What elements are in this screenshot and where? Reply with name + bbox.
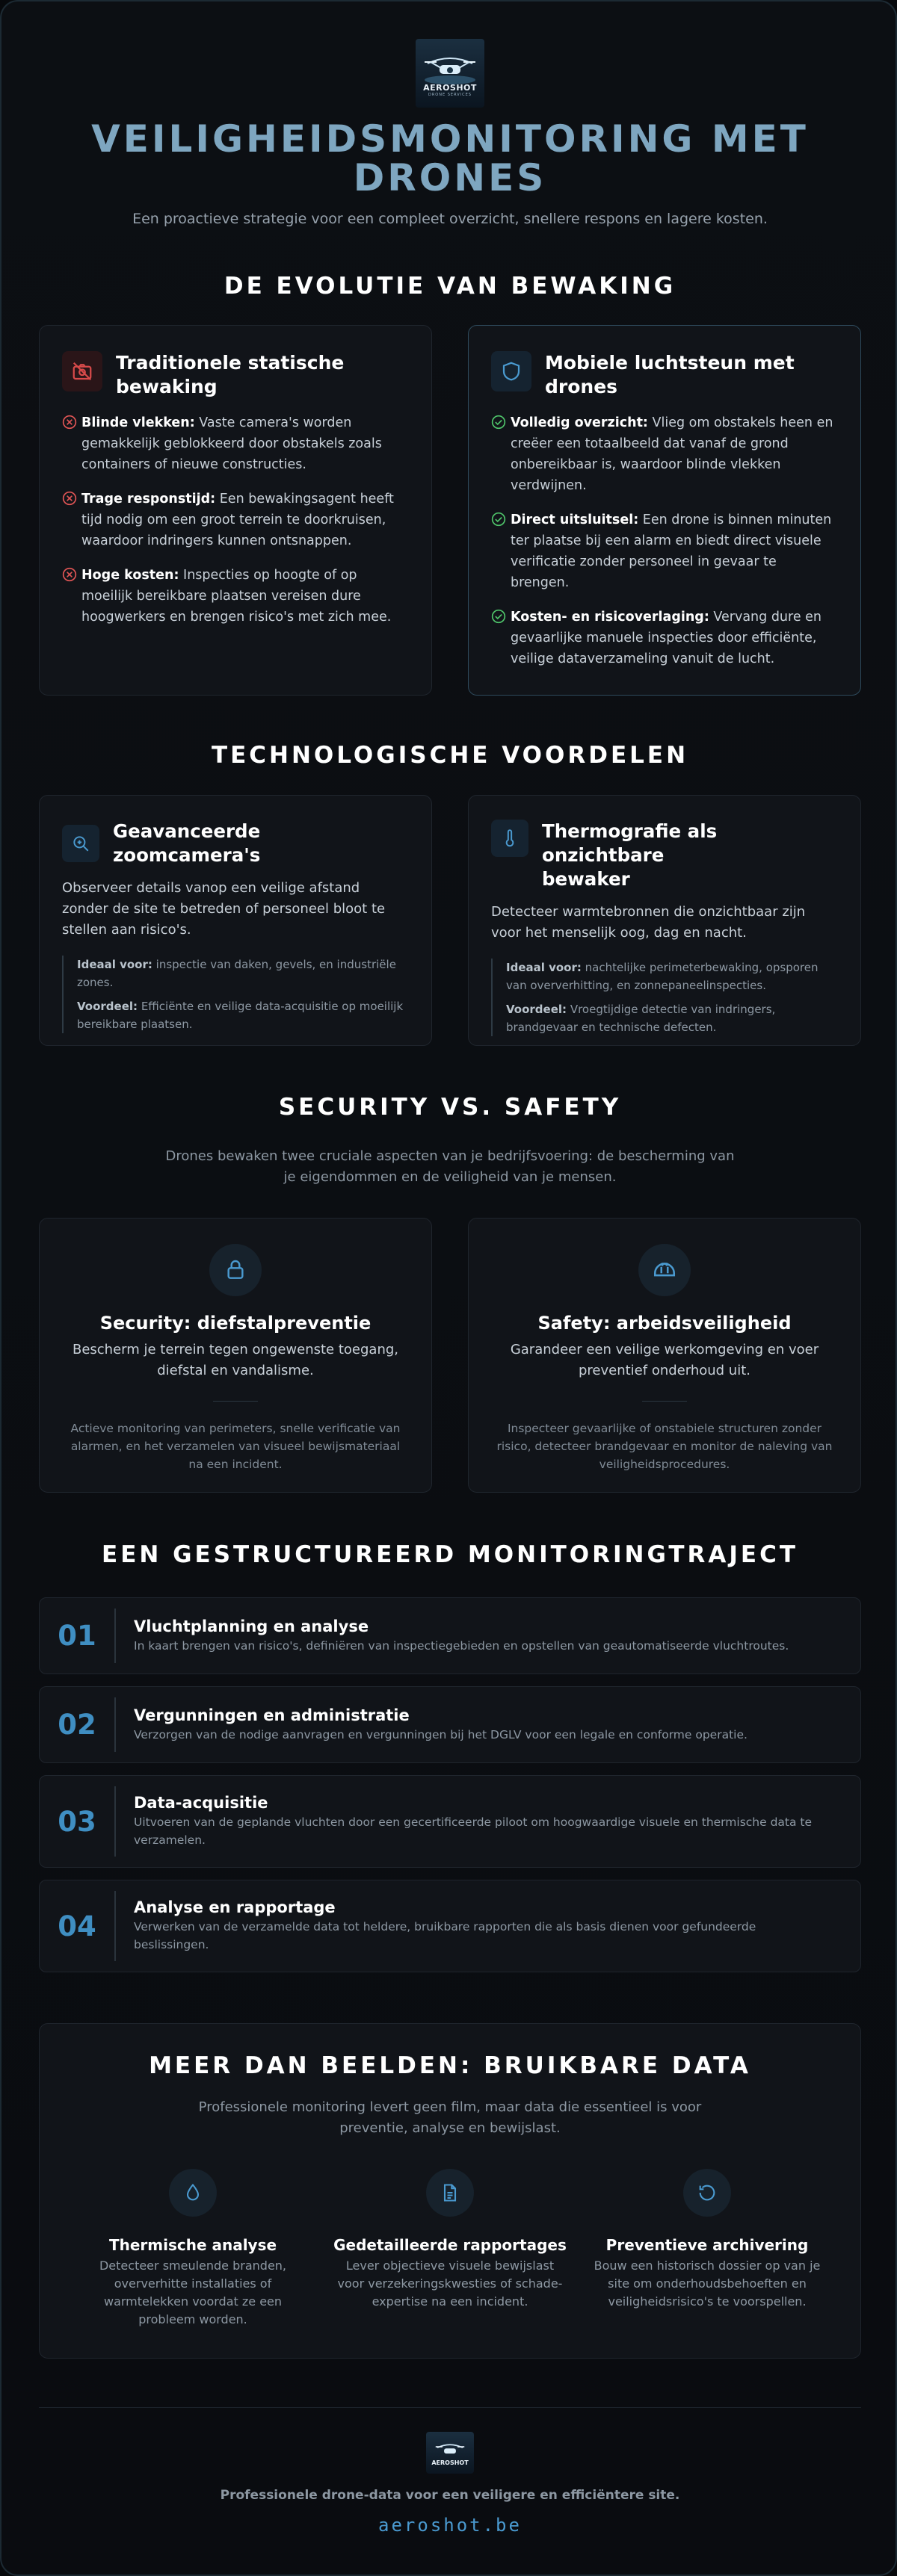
process-step — [39, 1775, 861, 1868]
x-circle-icon — [62, 415, 81, 475]
mobile-card — [468, 325, 861, 696]
step-text: Uitvoeren van de geplande vluchten door een gecertificeerde piloot om hoogwaardige visuele en thermische data te verzamelen. — [134, 1815, 813, 1847]
step-text: Verwerken van de verzamelde data tot heldere, bruikbare rapporten die als basis dienen voor gefundeerde beslissingen. — [134, 1920, 756, 1951]
mobile-card-title: Mobiele luchtsteun met drones — [545, 352, 795, 397]
x-circle-icon — [62, 567, 81, 628]
step-title: Vergunningen en administratie — [134, 1706, 410, 1724]
step-number: 04 — [58, 1910, 96, 1942]
safety-lead: Garandeer een veilige werkomgeving en voer preventief onderhoud uit. — [510, 1342, 819, 1378]
hard-hat-icon — [638, 1244, 691, 1296]
page-subtitle: Een proactieve strategie voor een compleet overzicht, snellere respons en lagere kosten. — [132, 211, 768, 227]
droplet-icon — [169, 2169, 217, 2217]
document-icon — [426, 2169, 474, 2217]
list-item: Kosten- en risicoverlaging: Vervang dure en gevaarlijke manuele inspecties door efficiënte, veilige dataverzameling vanuit de lucht. — [491, 607, 838, 669]
drone-logo-icon — [422, 50, 478, 84]
list-item: Volledig overzicht: Vlieg om obstakels heen en creëer een totaalbeeld dat vanaf de grond onbereikbaar is, waardoor blinde vlekken verdwijnen. — [491, 412, 838, 496]
thermo-card-body: Detecteer warmtebronnen die onzichtbaar zijn voor het menselijk oog, dag en nacht. — [491, 904, 806, 941]
column-title: Preventieve archivering — [605, 2236, 809, 2254]
check-circle-icon — [491, 512, 511, 593]
process-step — [39, 1880, 861, 1972]
data-column — [327, 2169, 573, 2329]
process-step — [39, 1686, 861, 1763]
lock-icon — [209, 1244, 262, 1296]
thermo-card-details: Ideaal voor: nachtelijke perimeterbewaking, opsporen van oververhitting, en zonnepaneelinspecties. Voordeel: Vroegtijdige detectie van indringers, brandgevaar en technische defecten. — [491, 959, 838, 1036]
column-title: Gedetailleerde rapportages — [333, 2236, 567, 2254]
traditional-card — [39, 325, 432, 696]
zoom-card — [39, 795, 432, 1046]
thermo-card-title: Thermografie als onzichtbare bewaker — [542, 820, 718, 890]
logo-subtext: DRONE SERVICES — [428, 92, 472, 97]
zoom-card-details: Ideaal voor: inspectie van daken, gevels, en industriële zones. Voordeel: Efficiënte en veilige data-acquisitie op moeilijk bereikbare plaatsen. — [62, 956, 409, 1033]
security-detail: Actieve monitoring van perimeters, snelle verificatie van alarmen, en het verzamelen van visueel bewijsmateriaal na een incident. — [70, 1422, 401, 1471]
security-lead: Bescherm je terrein tegen ongewenste toegang, diefstal en vandalisme. — [72, 1342, 399, 1378]
thermometer-icon — [491, 820, 528, 857]
divider — [642, 1401, 687, 1402]
zoom-icon — [62, 825, 99, 862]
section-title-tech: TECHNOLOGISCHE VOORDELEN — [211, 742, 689, 769]
step-number: 01 — [58, 1620, 96, 1652]
footer-divider — [39, 2407, 861, 2408]
data-intro: Professionele monitoring levert geen film, maar data die essentieel is voor preventie, analyse en bewijslast. — [198, 2099, 702, 2136]
column-text: Bouw een historisch dossier op van je site om onderhoudsbehoeften en veiligheidsrisico's te voorspellen. — [594, 2258, 821, 2309]
column-text: Lever objectieve visuele bewijslast voor verzekeringskwesties of schade- expertise na een incident. — [337, 2258, 563, 2309]
section-title-data: MEER DAN BEELDEN: BRUIKBARE DATA — [149, 2052, 751, 2079]
step-text: In kaart brengen van risico's, definiëren van inspectiegebieden en opstellen van geautomatiseerde vluchtroutes. — [134, 1638, 789, 1653]
step-number: 03 — [58, 1805, 96, 1838]
check-circle-icon — [491, 415, 511, 496]
thermo-card — [468, 795, 861, 1046]
security-title: Security: diefstalpreventie — [99, 1313, 372, 1334]
step-number: 02 — [58, 1709, 96, 1741]
section-title-svs: SECURITY VS. SAFETY — [278, 1094, 622, 1121]
safety-title: Safety: arbeidsveiligheid — [537, 1313, 792, 1334]
step-title: Vluchtplanning en analyse — [134, 1617, 369, 1635]
step-title: Analyse en rapportage — [134, 1898, 336, 1916]
page-title — [1, 117, 897, 199]
data-column — [70, 2169, 316, 2329]
brand-logo — [416, 39, 484, 108]
hero — [1, 99, 897, 227]
drone-logo-icon — [431, 2440, 469, 2459]
page-title-line2: DRONES — [353, 156, 547, 199]
check-circle-icon — [491, 609, 511, 669]
list-item: Direct uitsluitsel: Een drone is binnen minuten ter plaatse bij een alarm en biedt direct visuele verificatie zonder personeel in gevaar te brengen. — [491, 510, 838, 593]
page-title-line1: VEILIGHEIDSMONITORING MET — [91, 117, 809, 161]
shield-icon — [491, 351, 531, 391]
list-item: Hoge kosten: Inspecties op hoogte of op moeilijk bereikbare plaatsen vereisen dure hoogwerkers en brengen risico's met zich mee. — [62, 565, 409, 628]
section-title-process: EEN GESTRUCTUREERD MONITORINGTRAJECT — [102, 1541, 798, 1568]
list-item: Trage responstijd: Een bewakingsagent heeft tijd nodig om een groot terrein te doorkruisen, waardoor indringers kunnen ontsnappen. — [62, 489, 409, 551]
safety-detail: Inspecteer gevaarlijke of onstabiele structuren zonder risico, detecteer brandgevaar en monitor de naleving van veiligheidsprocedures. — [496, 1422, 833, 1471]
security-card — [39, 1218, 432, 1493]
column-text: Detecteer smeulende branden, oververhitte installaties of warmtelekken voordat ze een probleem worden. — [99, 2258, 287, 2326]
data-column — [584, 2169, 830, 2329]
list-item: Blinde vlekken: Vaste camera's worden gemakkelijk geblokkeerd door obstakels zoals containers of nieuwe constructies. — [62, 412, 409, 475]
camera-off-icon — [62, 351, 102, 391]
logo-text: AEROSHOT — [423, 82, 477, 93]
footer-url-link[interactable]: aeroshot.be — [378, 2515, 522, 2536]
safety-card — [468, 1218, 861, 1493]
svs-intro: Drones bewaken twee cruciale aspecten van je bedrijfsvoering: de bescherming van je eigendommen en de veiligheid van je mensen. — [165, 1148, 735, 1185]
traditional-card-title: Traditionele statische bewaking — [116, 352, 345, 397]
section-title-evolution: DE EVOLUTIE VAN BEWAKING — [224, 273, 676, 300]
column-title: Thermische analyse — [108, 2236, 277, 2254]
step-text: Verzorgen van de nodige aanvragen en vergunningen bij het DGLV voor een legale en conforme operatie. — [134, 1727, 748, 1741]
history-icon — [683, 2169, 731, 2217]
zoom-card-body: Observeer details vanop een veilige afstand zonder de site te betreden of personeel bloot te stellen aan risico's. — [62, 880, 386, 938]
process-step — [39, 1597, 861, 1674]
step-title: Data-acquisitie — [134, 1794, 268, 1812]
zoom-card-title: Geavanceerde zoomcamera's — [113, 820, 261, 866]
data-card — [39, 2023, 861, 2359]
x-circle-icon — [62, 491, 81, 551]
divider — [213, 1401, 258, 1402]
footer-logo — [426, 2432, 474, 2474]
footer-logo-text: AEROSHOT — [431, 2459, 469, 2466]
footer-tagline: Professionele drone-data voor een veiligere en efficiëntere site. — [220, 2488, 680, 2503]
